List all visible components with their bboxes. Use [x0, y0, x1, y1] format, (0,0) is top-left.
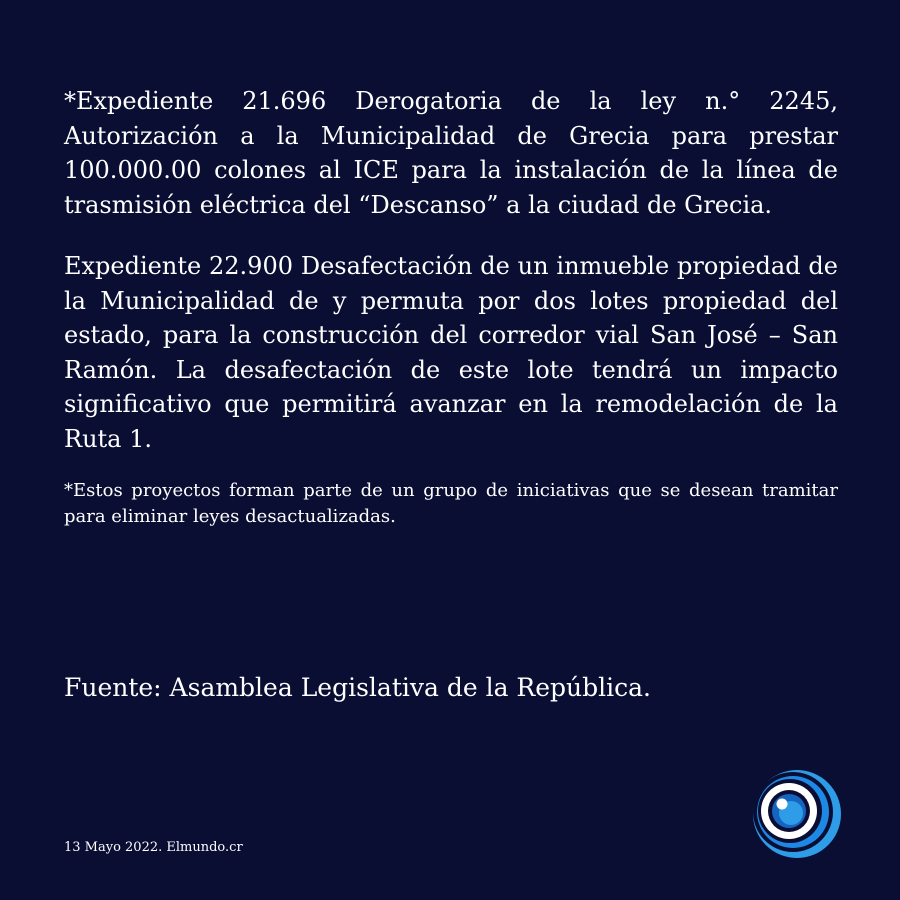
- paragraph-expediente-22900: Expediente 22.900 Desafectación de un inmueble propiedad de la Municipalidad de y permuta por dos lotes propiedad del estado, para la construcción del corredor vial San José – San Ramón. La desafectación de este lote tendrá un impacto significativo que permitirá avanzar en la remodelación de la Ruta 1.: [64, 252, 838, 453]
- source-line: Fuente: Asamblea Legislativa de la República.: [64, 673, 651, 702]
- paragraph-expediente-21696: *Expediente 21.696 Derogatoria de la ley n.° 2245, Autorización a la Municipalidad de Grecia para prestar 100.000.00 colones al ICE para la instalación de la línea de trasmisión eléctrica del “Descanso” a la ciudad de Grecia.: [64, 87, 838, 219]
- eye-logo-icon: [749, 766, 845, 862]
- main-content: [64, 84, 838, 530]
- footnote: *Estos proyectos forman parte de un grupo de iniciativas que se desean tramitar para eliminar leyes desactualizadas.: [64, 480, 838, 527]
- date-credit: 13 Mayo 2022. Elmundo.cr: [64, 840, 243, 855]
